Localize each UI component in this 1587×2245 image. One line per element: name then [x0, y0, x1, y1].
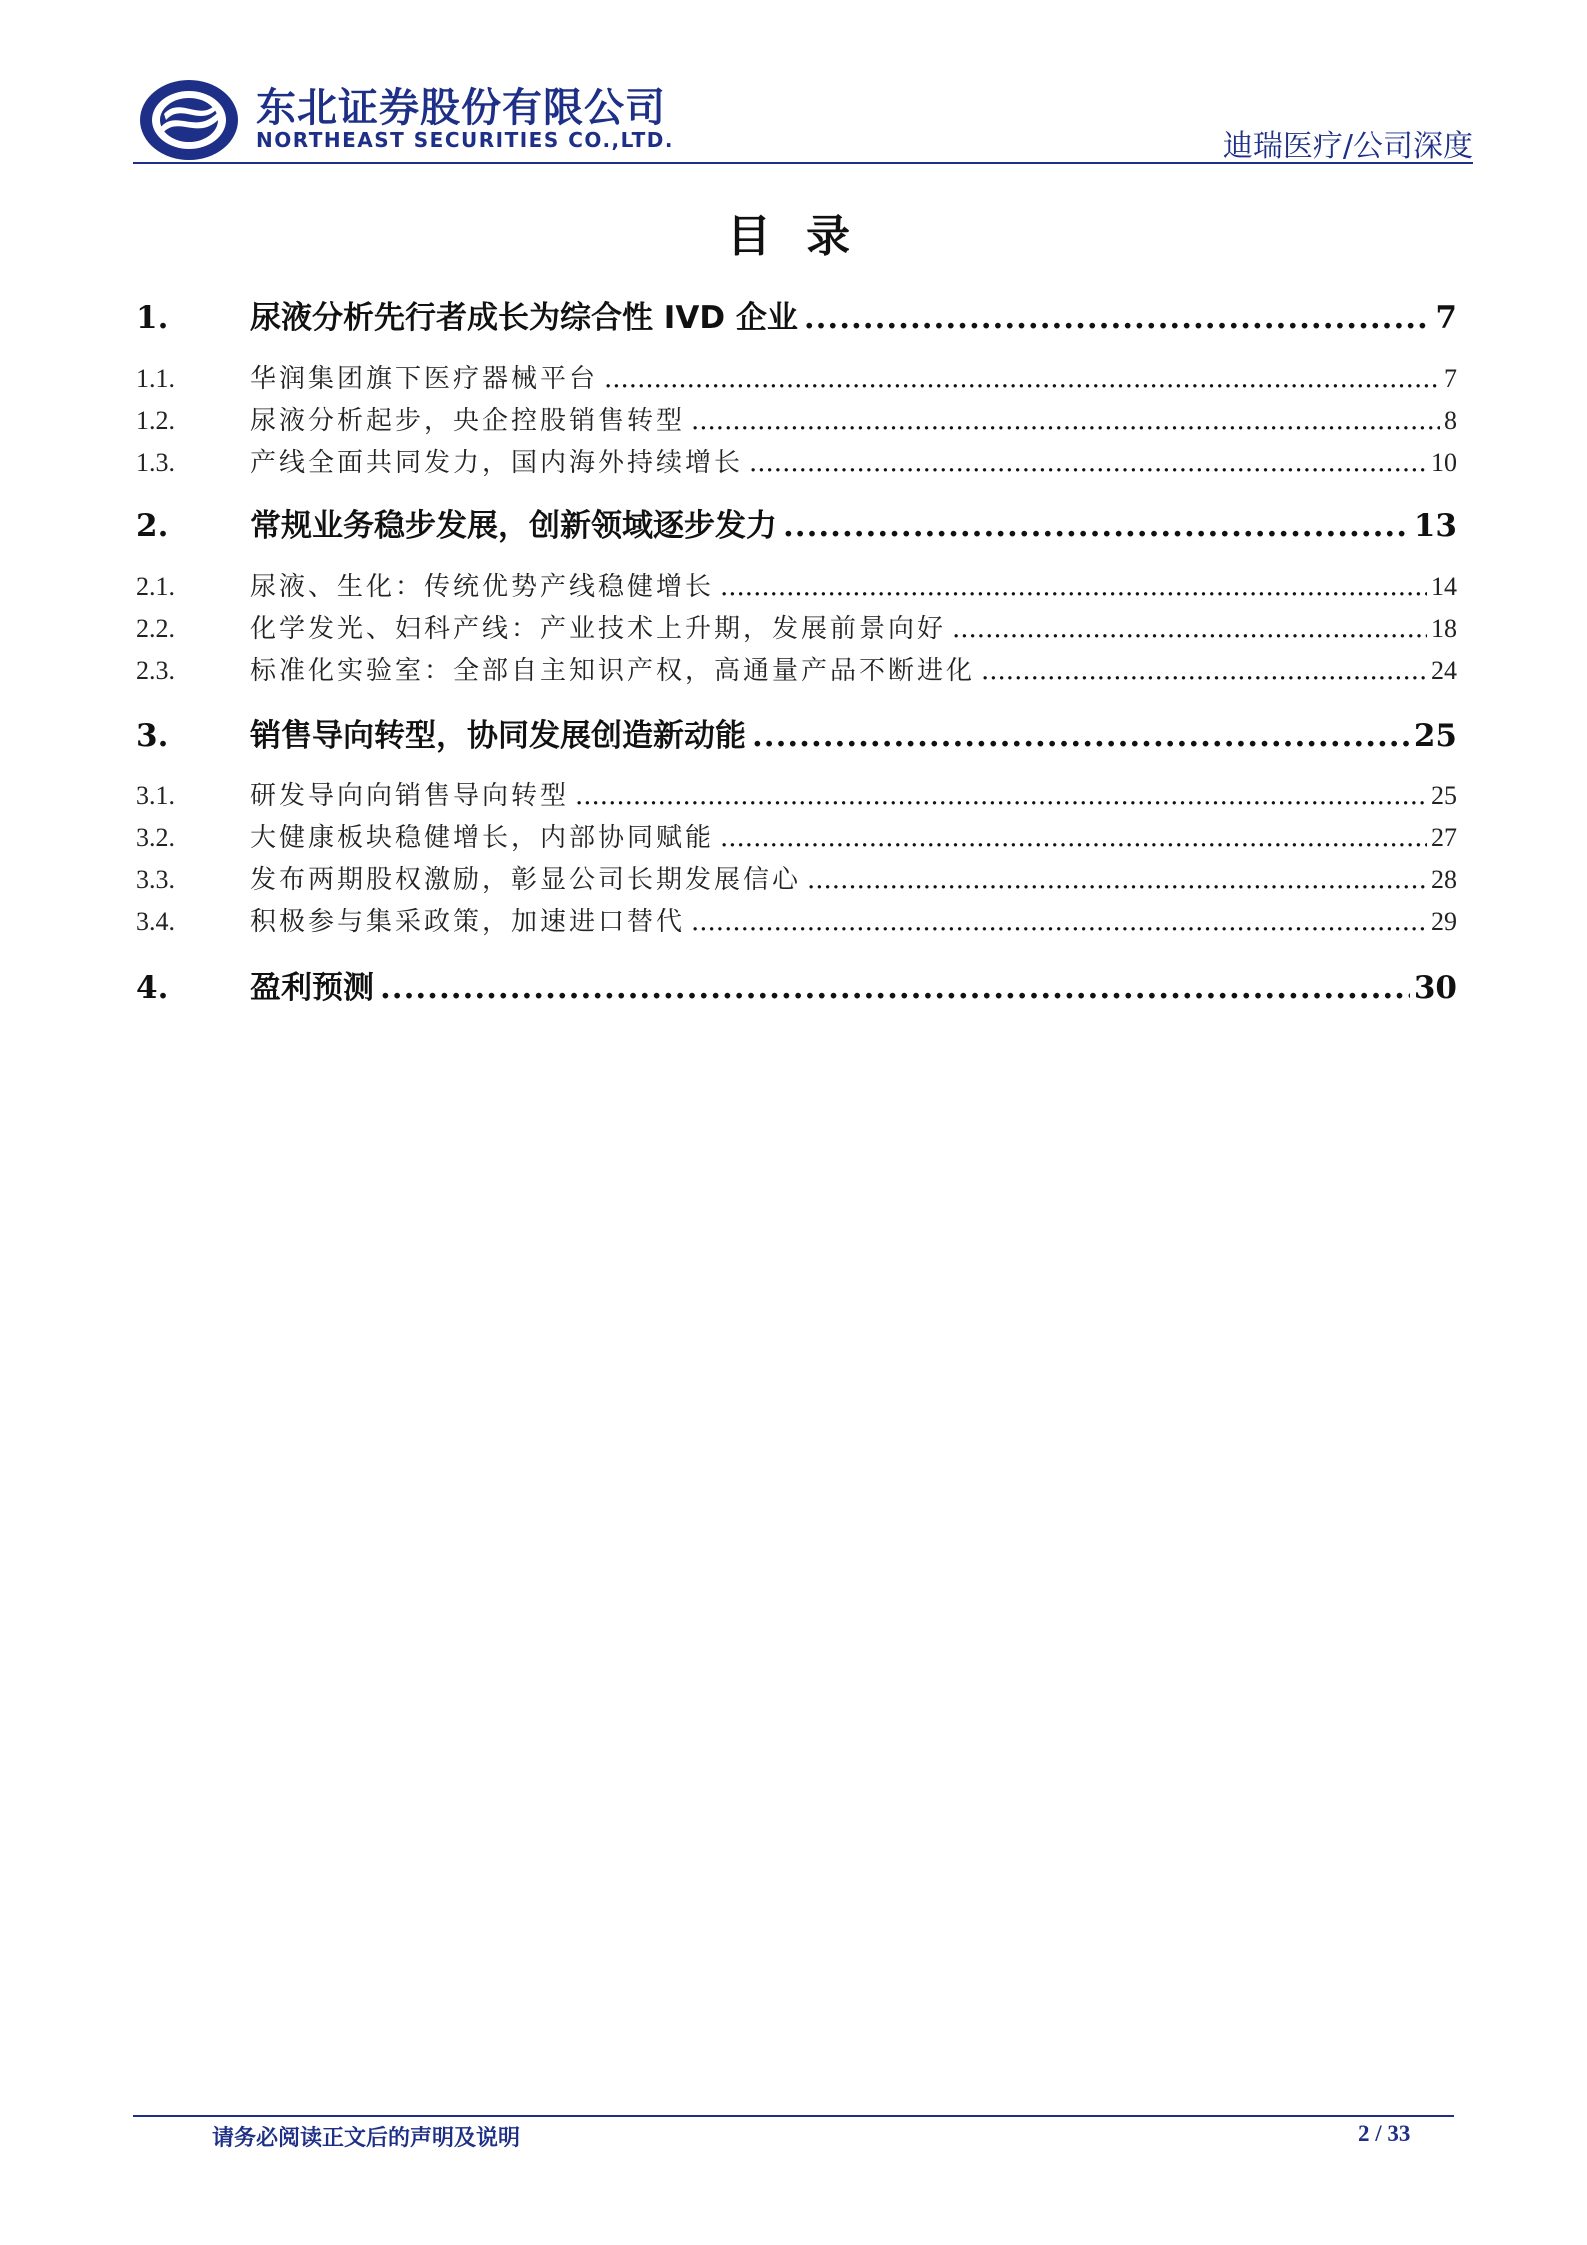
toc-entry-1[interactable] — [136, 292, 1457, 337]
toc-entry-1-1[interactable] — [136, 358, 1457, 395]
toc-entry-number: 2.3. — [136, 656, 175, 685]
toc-entry-4[interactable] — [136, 962, 1457, 1007]
toc-entry-page: 27 — [1431, 823, 1457, 852]
toc-entry-number: 1.1. — [136, 364, 175, 393]
toc-entry-1-2[interactable] — [136, 400, 1457, 437]
toc-entry-title: 华润集团旗下医疗器械平台 — [250, 364, 599, 394]
toc-entry-3-4[interactable] — [136, 901, 1457, 938]
toc-entry-title: 尿液分析先行者成长为综合性 IVD 企业 — [250, 300, 798, 336]
toc-entry-title: 研发导向向销售导向转型 — [250, 781, 570, 811]
toc-leader-dots — [804, 300, 1432, 336]
toc-entry-page: 18 — [1431, 614, 1457, 643]
company-name-cn: 东北证券股份有限公司 — [256, 85, 666, 131]
toc-entry-3-2[interactable] — [136, 817, 1457, 854]
toc-entry-title: 标准化实验室：全部自主知识产权，高通量产品不断进化 — [250, 656, 976, 686]
toc-leader-dots — [720, 823, 1427, 853]
footer-divider — [133, 2115, 1454, 2117]
toc-entry-title: 销售导向转型，协同发展创造新动能 — [250, 718, 746, 754]
toc-entry-page: 7 — [1435, 300, 1457, 336]
toc-entry-page: 10 — [1431, 448, 1457, 477]
toc-leader-dots — [807, 865, 1427, 895]
toc-entry-title: 发布两期股权激励，彰显公司长期发展信心 — [250, 865, 802, 895]
toc-leader-dots — [720, 572, 1427, 602]
toc-entry-title: 化学发光、妇科产线：产业技术上升期，发展前景向好 — [250, 614, 947, 644]
disclaimer-note: 请务必阅读正文后的声明及说明 — [212, 2126, 521, 2151]
toc-entry-2-2[interactable] — [136, 608, 1457, 645]
page-number: 2 / 33 — [1358, 2121, 1411, 2146]
toc-entry-number: 1. — [136, 300, 169, 336]
toc-entry-number: 4. — [136, 970, 169, 1006]
toc-entry-number: 3.4. — [136, 907, 175, 936]
toc-entry-number: 3.1. — [136, 781, 175, 810]
toc-leader-dots — [691, 907, 1427, 937]
toc-entry-2-3[interactable] — [136, 650, 1457, 687]
toc-entry-number: 2. — [136, 508, 169, 544]
northeast-securities-logo-icon — [138, 78, 240, 162]
toc-entry-title: 尿液、生化：传统优势产线稳健增长 — [250, 572, 715, 602]
toc-entry-page: 29 — [1431, 907, 1457, 936]
report-tag: 迪瑞医疗/公司深度 — [1222, 129, 1473, 164]
toc-leader-dots — [783, 508, 1410, 544]
header-divider — [133, 162, 1473, 164]
toc-entry-page: 25 — [1413, 718, 1457, 754]
toc-entry-title: 积极参与集采政策，加速进口替代 — [250, 907, 686, 937]
toc-entry-3[interactable] — [136, 710, 1457, 755]
toc-entry-page: 13 — [1413, 508, 1457, 544]
toc-entry-number: 2.2. — [136, 614, 175, 643]
toc-entry-3-3[interactable] — [136, 859, 1457, 896]
toc-leader-dots — [749, 448, 1427, 478]
toc-entry-number: 3.2. — [136, 823, 175, 852]
toc-entry-page: 7 — [1444, 364, 1457, 393]
toc-entry-number: 2.1. — [136, 572, 175, 601]
toc-entry-title: 盈利预测 — [250, 970, 374, 1006]
toc-entry-title: 尿液分析起步，央企控股销售转型 — [250, 406, 686, 436]
toc-leader-dots — [952, 614, 1427, 644]
toc-entry-page: 8 — [1444, 406, 1457, 435]
toc-leader-dots — [981, 656, 1427, 686]
toc-entry-title: 大健康板块稳健增长，内部协同赋能 — [250, 823, 715, 853]
toc-entry-page: 14 — [1431, 572, 1457, 601]
toc-entry-number: 3.3. — [136, 865, 175, 894]
toc-entry-title: 产线全面共同发力，国内海外持续增长 — [250, 448, 744, 478]
toc-entry-2-1[interactable] — [136, 566, 1457, 603]
toc-entry-title: 常规业务稳步发展，创新领域逐步发力 — [250, 508, 777, 544]
toc-entry-number: 1.2. — [136, 406, 175, 435]
toc-leader-dots — [604, 364, 1440, 394]
toc-entry-page: 24 — [1431, 656, 1457, 685]
toc-leader-dots — [380, 970, 1410, 1006]
toc-title: 目 录 — [726, 211, 861, 262]
toc-entry-3-1[interactable] — [136, 775, 1457, 812]
toc-entry-1-3[interactable] — [136, 442, 1457, 479]
toc-entry-page: 30 — [1413, 970, 1457, 1006]
toc-leader-dots — [752, 718, 1410, 754]
toc-entry-number: 1.3. — [136, 448, 175, 477]
toc-leader-dots — [691, 406, 1440, 436]
company-name-en: NORTHEAST SECURITIES CO.,LTD. — [256, 128, 674, 152]
toc-entry-page: 25 — [1431, 781, 1457, 810]
toc-entry-2[interactable] — [136, 500, 1457, 545]
toc-leader-dots — [575, 781, 1427, 811]
toc-entry-number: 3. — [136, 718, 169, 754]
toc-entry-page: 28 — [1431, 865, 1457, 894]
